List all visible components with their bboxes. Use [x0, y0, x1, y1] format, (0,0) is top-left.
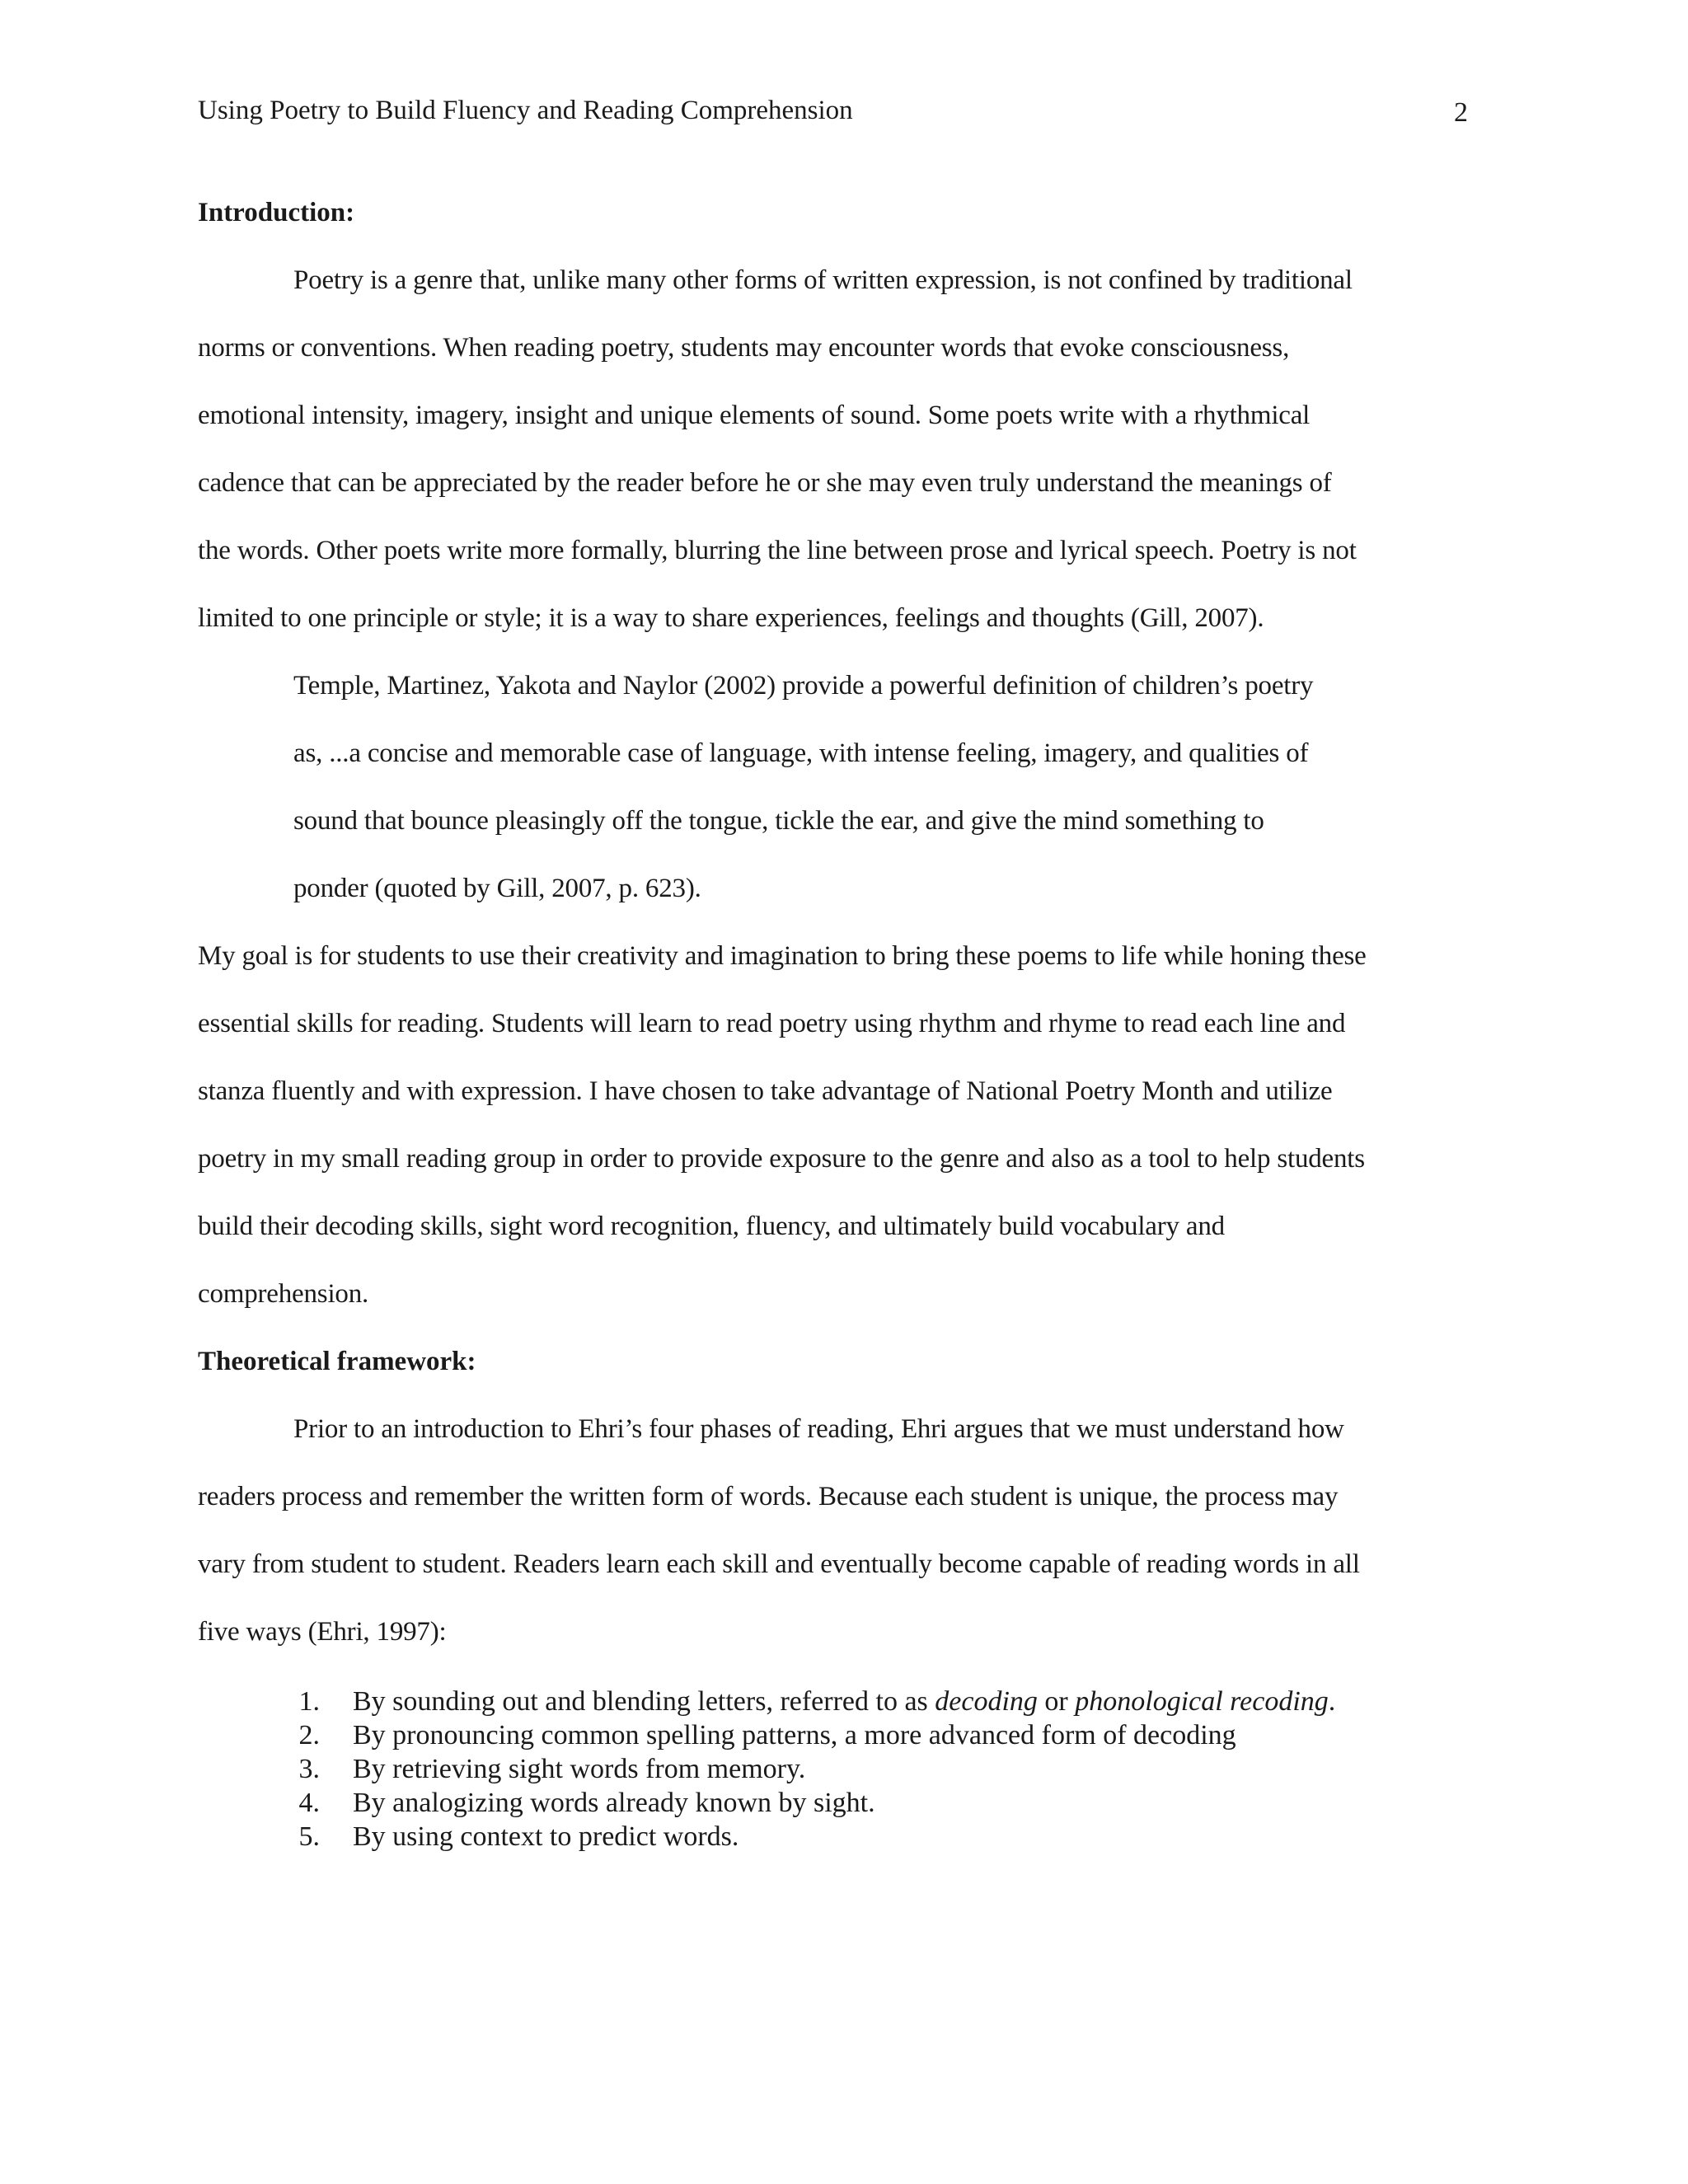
introduction-heading: Introduction:	[198, 198, 355, 227]
paragraph-line: My goal is for students to use their creativity and imagination to bring these poems to life while honing these	[198, 941, 1367, 971]
paragraph-line: the words. Other poets write more formally, blurring the line between prose and lyrical speech. Poetry is not	[198, 536, 1357, 565]
list-text: By pronouncing common spelling patterns, a more advanced form of decoding	[353, 1720, 1236, 1750]
list-number: 5.	[298, 1821, 320, 1852]
list-text: By using context to predict words.	[353, 1821, 739, 1852]
list-text: By analogizing words already known by sight.	[353, 1788, 875, 1818]
list-number: 2.	[298, 1720, 320, 1750]
quote-line: Temple, Martinez, Yakota and Naylor (2002) provide a powerful definition of children’s poetry	[293, 671, 1314, 701]
term-decoding: decoding	[935, 1686, 1038, 1717]
list-number: 4.	[298, 1788, 320, 1818]
paragraph-line: Poetry is a genre that, unlike many other forms of written expression, is not confined by traditional	[293, 265, 1353, 295]
list-number: 3.	[298, 1754, 320, 1784]
paragraph-line: build their decoding skills, sight word recognition, fluency, and ultimately build vocabulary and	[198, 1212, 1225, 1241]
paragraph-line: essential skills for reading. Students will learn to read poetry using rhythm and rhyme to read each line and	[198, 1009, 1346, 1038]
paragraph-line: norms or conventions. When reading poetry, students may encounter words that evoke consciousness,	[198, 333, 1290, 363]
paragraph-line: limited to one principle or style; it is a way to share experiences, feelings and thoughts (Gill, 2007).	[198, 603, 1264, 633]
framework-heading: Theoretical framework:	[198, 1347, 476, 1376]
list-text: By retrieving sight words from memory.	[353, 1754, 806, 1784]
paragraph-line: emotional intensity, imagery, insight and unique elements of sound. Some poets write with a rhythmical	[198, 401, 1311, 430]
list-number: 1.	[298, 1686, 320, 1717]
paragraph-line: comprehension.	[198, 1279, 369, 1309]
paragraph-line: readers process and remember the written form of words. Because each student is unique, the process may	[198, 1482, 1339, 1511]
quote-line: ponder (quoted by Gill, 2007, p. 623).	[293, 874, 701, 903]
paragraph-line: vary from student to student. Readers learn each skill and eventually become capable of reading words in all	[198, 1549, 1360, 1579]
page-number: 2	[1454, 97, 1468, 128]
paragraph-line: cadence that can be appreciated by the reader before he or she may even truly understand the meanings of	[198, 468, 1332, 498]
term-phonological-recoding: phonological recoding	[1075, 1686, 1329, 1717]
paragraph-line: poetry in my small reading group in order to provide exposure to the genre and also as a tool to help students	[198, 1144, 1365, 1174]
quote-line: sound that bounce pleasingly off the tongue, tickle the ear, and give the mind something to	[293, 806, 1264, 836]
paragraph-line: stanza fluently and with expression. I have chosen to take advantage of National Poetry Month and utilize	[198, 1076, 1333, 1106]
running-head: Using Poetry to Build Fluency and Reading Comprehension	[198, 96, 853, 125]
paragraph-line: Prior to an introduction to Ehri’s four phases of reading, Ehri argues that we must understand how	[293, 1414, 1344, 1444]
paragraph-line: five ways (Ehri, 1997):	[198, 1617, 447, 1647]
list-text: By sounding out and blending letters, referred to as decoding or phonological recoding.	[353, 1686, 1336, 1717]
quote-line: as, ...a concise and memorable case of language, with intense feeling, imagery, and qualities of	[293, 738, 1309, 768]
